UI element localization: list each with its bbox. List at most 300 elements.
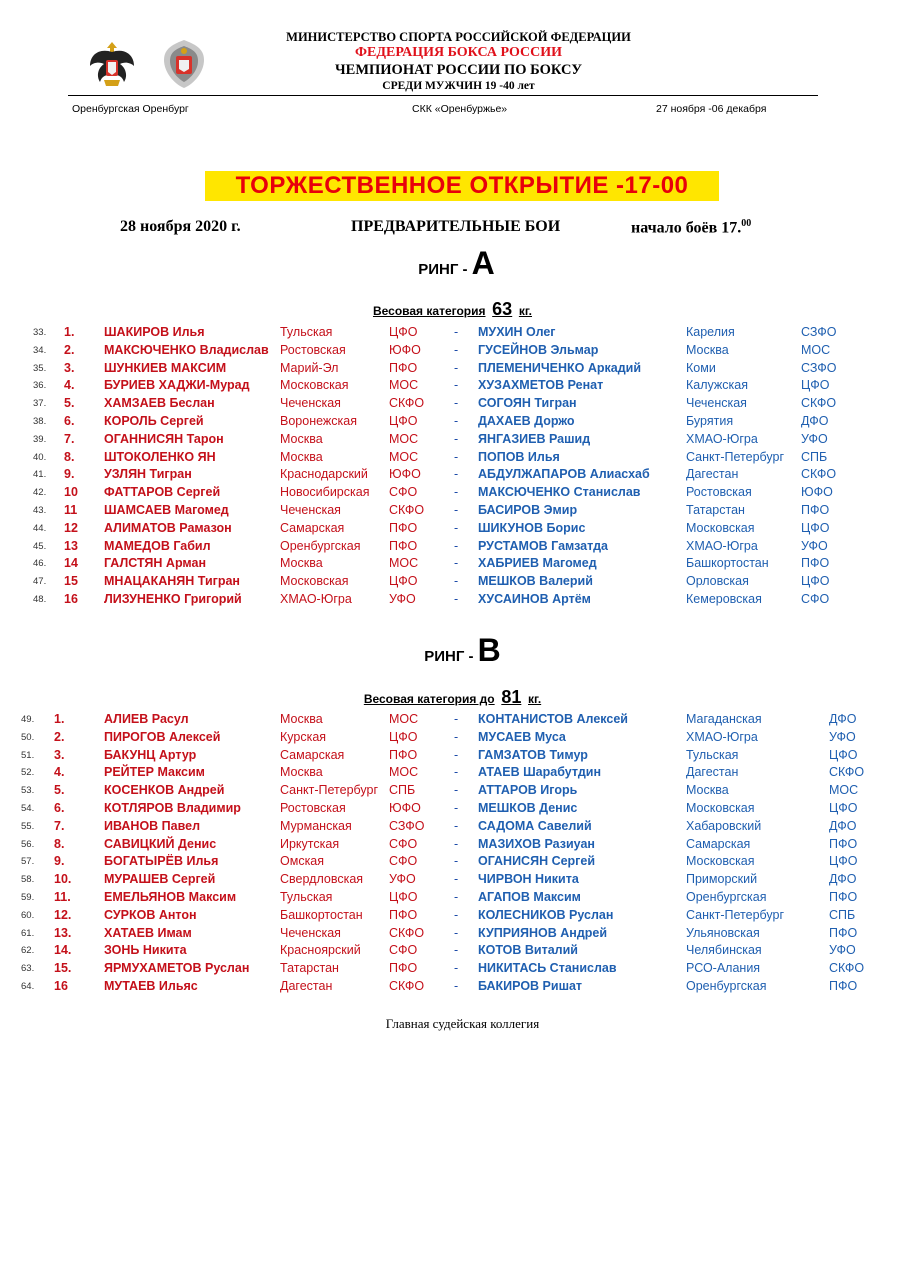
bout-number: 6. — [54, 801, 65, 815]
red-corner-region: Иркутская — [280, 836, 340, 851]
bout-index: 44. — [33, 522, 47, 534]
bout-number: 7. — [64, 431, 75, 446]
bout-row — [0, 502, 905, 520]
red-corner-district: МОС — [389, 712, 419, 726]
red-corner-boxer: ШАКИРОВ Илья — [104, 325, 205, 339]
location-text: Оренбургская Оренбург — [72, 103, 189, 115]
red-corner-region: Дагестан — [280, 979, 333, 993]
blue-corner-region: Санкт-Петербург — [686, 449, 785, 464]
red-corner-boxer: МАМЕДОВ Габил — [104, 538, 211, 553]
red-corner-district: СКФО — [389, 396, 425, 411]
bout-separator: - — [454, 378, 459, 393]
bout-row — [0, 520, 905, 538]
blue-corner-region: Московская — [686, 854, 755, 869]
bout-number: 7. — [54, 818, 65, 833]
blue-corner-region: Калужская — [686, 378, 748, 393]
red-corner-boxer: ШУНКИЕВ МАКСИМ — [104, 360, 227, 375]
bout-separator: - — [454, 360, 459, 375]
blue-corner-region: Тульская — [686, 747, 739, 762]
red-corner-district: ЮФО — [389, 467, 421, 482]
red-corner-region: Чеченская — [280, 925, 341, 940]
bout-row — [0, 377, 905, 395]
bout-index: 59. — [21, 892, 35, 903]
ring-b-letter: В — [477, 632, 501, 668]
ring-a-letter: А — [471, 245, 495, 281]
bout-number: 8. — [54, 836, 65, 851]
red-corner-district: СЗФО — [389, 818, 425, 833]
bout-separator: - — [454, 556, 459, 571]
blue-corner-district: УФО — [829, 729, 856, 744]
bout-separator: - — [454, 396, 459, 411]
red-corner-boxer: ЗОНЬ Никита — [104, 943, 187, 958]
bout-index: 33. — [33, 327, 47, 338]
bout-separator: - — [454, 520, 459, 535]
bout-number: 12. — [54, 907, 72, 922]
bout-row — [0, 818, 905, 836]
blue-corner-district: ДФО — [829, 712, 857, 726]
red-corner-district: МОС — [389, 449, 419, 464]
bout-number: 9. — [54, 854, 65, 869]
blue-corner-boxer: ДАХАЕВ Доржо — [478, 414, 575, 428]
red-corner-boxer: ХАТАЕВ Имам — [104, 925, 192, 940]
blue-corner-boxer: МЕШКОВ Денис — [478, 801, 578, 815]
bout-separator: - — [454, 485, 459, 500]
red-corner-boxer: БАКУНЦ Артур — [104, 747, 197, 762]
red-corner-region: Самарская — [280, 520, 345, 535]
blue-corner-district: ПФО — [829, 890, 858, 904]
day-date: 28 ноября 2020 г. — [120, 218, 241, 235]
federation-title: ФЕДЕРАЦИЯ БОКСА РОССИИ — [355, 45, 562, 60]
red-corner-boxer: САВИЦКИЙ Денис — [104, 836, 217, 851]
bout-index: 35. — [33, 362, 47, 374]
red-corner-boxer: МАКСЮЧЕНКО Владислав — [104, 342, 269, 357]
red-corner-boxer: МУРАШЕВ Сергей — [104, 872, 216, 887]
red-corner-district: ПФО — [389, 907, 418, 922]
blue-corner-district: ПФО — [801, 503, 830, 517]
bout-row — [0, 747, 905, 765]
blue-corner-boxer: ХУСАИНОВ Артём — [478, 592, 591, 606]
bout-number: 2. — [64, 342, 75, 357]
bout-row — [0, 978, 905, 996]
blue-corner-boxer: БАКИРОВ Ришат — [478, 979, 583, 993]
bout-number: 15. — [54, 961, 72, 976]
blue-corner-district: ЦФО — [829, 801, 858, 815]
red-corner-boxer: МНАЦАКАНЯН Тигран — [104, 574, 240, 589]
dates-text: 27 ноября -06 декабря — [656, 103, 767, 115]
bout-number: 13. — [54, 925, 72, 940]
blue-corner-boxer: МУСАЕВ Муса — [478, 729, 566, 744]
blue-corner-region: ХМАО-Югра — [686, 729, 758, 744]
ministry-title: МИНИСТЕРСТВО СПОРТА РОССИЙСКОЙ ФЕДЕРАЦИИ — [286, 30, 631, 44]
day-start — [631, 218, 751, 237]
ring-b-weight-unit: кг. — [528, 692, 542, 706]
blue-corner-boxer: КУПРИЯНОВ Андрей — [478, 925, 608, 940]
bout-row — [0, 836, 905, 854]
blue-corner-boxer: ХАБРИЕВ Магомед — [478, 556, 597, 571]
red-corner-region: Москва — [280, 449, 323, 464]
bout-number: 15 — [64, 574, 78, 589]
bout-index: 45. — [33, 540, 47, 552]
bout-index: 37. — [33, 398, 47, 410]
bout-row — [0, 342, 905, 360]
red-corner-district: СФО — [389, 854, 418, 869]
bout-index: 61. — [21, 927, 35, 939]
bout-row — [0, 449, 905, 467]
blue-corner-boxer: ЧИРВОН Никита — [478, 872, 579, 887]
bout-number: 4. — [64, 378, 75, 393]
blue-corner-district: ДФО — [801, 414, 829, 428]
red-corner-region: Воронежская — [280, 414, 357, 428]
red-corner-boxer: ФАТТАРОВ Сергей — [104, 485, 221, 500]
red-corner-boxer: ГАЛСТЯН Арман — [104, 556, 207, 571]
blue-corner-district: ЦФО — [801, 378, 830, 393]
bout-row — [0, 889, 905, 907]
bout-row — [0, 573, 905, 591]
red-corner-region: Москва — [280, 431, 323, 446]
blue-corner-boxer: КОЛЕСНИКОВ Руслан — [478, 907, 614, 922]
blue-corner-region: Приморский — [686, 872, 758, 887]
red-corner-region: Самарская — [280, 747, 345, 762]
blue-corner-region: Самарская — [686, 836, 751, 851]
bout-separator: - — [454, 890, 459, 904]
bout-row — [0, 324, 905, 342]
blue-corner-district: ПФО — [829, 836, 858, 851]
blue-corner-region: Коми — [686, 360, 716, 375]
bout-number: 10 — [64, 485, 78, 500]
blue-corner-district: СЗФО — [801, 360, 837, 375]
blue-corner-district: МОС — [829, 783, 859, 798]
red-corner-region: Чеченская — [280, 396, 341, 411]
bout-number: 10. — [54, 872, 72, 887]
red-corner-region: Свердловская — [280, 872, 364, 887]
bout-separator: - — [454, 574, 459, 589]
blue-corner-boxer: АБДУЛЖАПАРОВ Алиасхаб — [478, 467, 650, 482]
blue-corner-district: СПБ — [829, 907, 856, 922]
blue-corner-boxer: КОНТАНИСТОВ Алексей — [478, 712, 628, 726]
bout-number: 9. — [64, 467, 75, 482]
red-corner-district: МОС — [389, 431, 419, 446]
bout-row — [0, 853, 905, 871]
red-corner-district: МОС — [389, 556, 419, 571]
red-corner-district: ПФО — [389, 961, 418, 976]
bout-row — [0, 800, 905, 818]
bout-row — [0, 360, 905, 378]
blue-corner-district: СЗФО — [801, 325, 837, 339]
bout-index: 55. — [21, 820, 35, 832]
bout-separator: - — [454, 342, 459, 357]
blue-corner-district: МОС — [801, 342, 831, 357]
bout-row — [0, 871, 905, 889]
red-corner-region: Омская — [280, 854, 325, 869]
blue-corner-district: СКФО — [801, 396, 837, 411]
header-rule — [68, 95, 818, 96]
red-corner-boxer: ЛИЗУНЕНКО Григорий — [104, 592, 242, 606]
blue-corner-region: Татарстан — [686, 503, 745, 517]
blue-corner-district: СКФО — [829, 961, 865, 976]
opening-banner-text: ТОРЖЕСТВЕННОЕ ОТКРЫТИЕ -17-00 — [235, 172, 689, 199]
red-corner-boxer: КОРОЛЬ Сергей — [104, 414, 204, 428]
ring-a-weight — [0, 299, 905, 320]
ring-b-label: РИНГ - — [424, 648, 478, 665]
red-corner-region: Ростовская — [280, 342, 346, 357]
judges-panel-caption: Главная судейская коллегия — [385, 1016, 540, 1031]
blue-corner-boxer: КОТОВ Виталий — [478, 943, 578, 958]
bout-number: 16 — [54, 979, 68, 993]
bout-index: 52. — [21, 767, 35, 779]
red-corner-boxer: БУРИЕВ ХАДЖИ-Мурад — [104, 378, 250, 393]
bout-row — [0, 431, 905, 449]
bout-index: 43. — [33, 505, 47, 516]
red-corner-district: ЦФО — [389, 414, 418, 428]
red-corner-boxer: КОТЛЯРОВ Владимир — [104, 801, 241, 815]
bout-separator: - — [454, 979, 459, 993]
blue-corner-district: ДФО — [829, 872, 857, 887]
red-corner-boxer: УЗЛЯН Тигран — [104, 467, 192, 482]
blue-corner-district: ПФО — [829, 925, 858, 940]
red-corner-district: ЦФО — [389, 890, 418, 904]
bout-row — [0, 591, 905, 609]
blue-corner-boxer: ГАМЗАТОВ Тимур — [478, 747, 588, 762]
red-corner-region: Ростовская — [280, 801, 346, 815]
bout-row — [0, 925, 905, 943]
blue-corner-region: Орловская — [686, 574, 749, 589]
bout-separator: - — [454, 467, 459, 482]
bout-index: 57. — [21, 856, 35, 868]
red-corner-boxer: МУТАЕВ Ильяс — [104, 979, 198, 993]
opening-banner — [205, 171, 719, 201]
blue-corner-boxer: ПОПОВ Илья — [478, 449, 560, 464]
red-corner-boxer: ПИРОГОВ Алексей — [104, 729, 221, 744]
bout-number: 5. — [64, 396, 75, 411]
red-corner-region: Тульская — [280, 325, 333, 339]
blue-corner-region: Хабаровский — [686, 818, 762, 833]
bout-number: 2. — [54, 729, 65, 744]
blue-corner-region: Челябинская — [686, 943, 762, 958]
red-corner-boxer: РЕЙТЕР Максим — [104, 765, 205, 780]
bout-index: 56. — [21, 838, 35, 850]
red-corner-boxer: ЕМЕЛЬЯНОВ Максим — [104, 890, 237, 904]
blue-corner-boxer: АТАЕВ Шарабутдин — [478, 765, 602, 780]
bout-separator: - — [454, 592, 459, 606]
red-corner-district: МОС — [389, 765, 419, 780]
bout-separator: - — [454, 801, 459, 815]
red-corner-boxer: ИВАНОВ Павел — [104, 818, 201, 833]
bout-index: 53. — [21, 785, 35, 797]
bout-row — [0, 960, 905, 978]
red-corner-region: Курская — [280, 729, 327, 744]
bout-number: 6. — [64, 414, 75, 428]
ring-b-weight-value: 81 — [501, 687, 522, 707]
bout-index: 58. — [21, 874, 35, 886]
red-corner-region: Московская — [280, 378, 349, 393]
bout-separator: - — [454, 765, 459, 780]
red-corner-district: МОС — [389, 378, 419, 393]
red-corner-district: УФО — [389, 872, 416, 887]
bout-row — [0, 395, 905, 413]
red-corner-district: ЦФО — [389, 325, 418, 339]
ring-a-weight-label: Весовая категория — [372, 304, 486, 318]
bout-number: 5. — [54, 783, 65, 798]
red-corner-region: Красноярский — [280, 943, 361, 958]
bout-row — [0, 764, 905, 782]
blue-corner-boxer: МУХИН Олег — [478, 325, 556, 339]
red-corner-district: ЦФО — [389, 729, 418, 744]
bout-row — [0, 555, 905, 573]
blue-corner-region: Оренбургская — [686, 890, 767, 904]
bout-row — [0, 484, 905, 502]
red-corner-boxer: СУРКОВ Антон — [104, 907, 197, 922]
bout-separator: - — [454, 818, 459, 833]
ring-a-label: РИНГ - — [418, 261, 472, 278]
bout-separator: - — [454, 325, 459, 339]
red-corner-boxer: ШТОКОЛЕНКО ЯН — [104, 449, 216, 464]
championship-title: ЧЕМПИОНАТ РОССИИ ПО БОКСУ — [335, 62, 582, 78]
red-corner-district: УФО — [389, 592, 416, 606]
bout-index: 48. — [33, 594, 47, 605]
bout-number: 13 — [64, 538, 78, 553]
bout-index: 47. — [33, 576, 47, 588]
category-subtitle: СРЕДИ МУЖЧИН 19 -40 лет — [382, 80, 535, 92]
red-corner-region: Московская — [280, 574, 349, 589]
bout-index: 39. — [33, 433, 47, 445]
bout-index: 62. — [21, 945, 35, 957]
blue-corner-region: Московская — [686, 520, 755, 535]
bout-row — [0, 907, 905, 925]
bout-row — [0, 538, 905, 556]
blue-corner-region: Дагестан — [686, 765, 739, 780]
red-corner-district: ЮФО — [389, 342, 421, 357]
blue-corner-boxer: ПЛЕМЕНИЧЕНКО Аркадий — [478, 360, 642, 375]
bout-number: 8. — [64, 449, 75, 464]
blue-corner-boxer: СОГОЯН Тигран — [478, 396, 577, 411]
day-start-label: начало боёв 17. — [631, 219, 742, 237]
red-corner-region: ХМАО-Югра — [280, 592, 352, 606]
red-corner-district: СФО — [389, 485, 418, 500]
ring-a-weight-value: 63 — [492, 299, 513, 319]
bout-separator: - — [454, 783, 459, 798]
blue-corner-boxer: ГУСЕЙНОВ Эльмар — [478, 342, 599, 357]
bout-separator: - — [454, 854, 459, 869]
blue-corner-region: ХМАО-Югра — [686, 538, 758, 553]
red-corner-district: ПФО — [389, 538, 418, 553]
red-corner-region: Марий-Эл — [280, 360, 339, 375]
bout-index: 60. — [21, 909, 35, 921]
bout-index: 50. — [21, 731, 35, 743]
blue-corner-boxer: МАЗИХОВ Разиуан — [478, 836, 595, 851]
bout-separator: - — [454, 431, 459, 446]
red-corner-region: Москва — [280, 712, 323, 726]
bout-index: 63. — [21, 963, 35, 975]
blue-corner-region: ХМАО-Югра — [686, 431, 758, 446]
blue-corner-boxer: ШИКУНОВ Борис — [478, 520, 586, 535]
bout-index: 49. — [21, 714, 35, 725]
red-corner-region: Москва — [280, 556, 323, 571]
red-corner-region: Новосибирская — [280, 485, 370, 500]
red-corner-boxer: ОГАННИСЯН Тарон — [104, 431, 224, 446]
blue-corner-region: Московская — [686, 801, 755, 815]
venue-text: СКК «Оренбуржье» — [412, 103, 508, 115]
blue-corner-region: РСО-Алания — [686, 961, 761, 976]
bout-separator: - — [454, 907, 459, 922]
red-corner-region: Санкт-Петербург — [280, 783, 379, 798]
blue-corner-boxer: МАКСЮЧЕНКО Станислав — [478, 485, 641, 500]
blue-corner-district: СПБ — [801, 449, 828, 464]
red-corner-region: Башкортостан — [280, 907, 363, 922]
bout-row — [0, 466, 905, 484]
blue-corner-boxer: ХУЗАХМЕТОВ Ренат — [478, 378, 604, 393]
bout-number: 16 — [64, 592, 78, 606]
red-corner-district: ПФО — [389, 520, 418, 535]
bout-index: 38. — [33, 416, 47, 427]
red-corner-district: ПФО — [389, 747, 418, 762]
bout-number: 3. — [54, 747, 65, 762]
blue-corner-boxer: САДОМА Савелий — [478, 818, 592, 833]
red-corner-boxer: КОСЕНКОВ Андрей — [104, 783, 225, 798]
bout-index: 54. — [21, 803, 35, 814]
bout-number: 14 — [64, 556, 78, 571]
bout-row — [0, 782, 905, 800]
blue-corner-region: Оренбургская — [686, 979, 767, 993]
bout-index: 34. — [33, 344, 47, 356]
bout-separator: - — [454, 449, 459, 464]
bout-separator: - — [454, 925, 459, 940]
blue-corner-district: ЦФО — [801, 574, 830, 589]
blue-corner-district: УФО — [829, 943, 856, 958]
red-corner-district: ПФО — [389, 360, 418, 375]
bout-index: 36. — [33, 380, 47, 392]
blue-corner-region: Бурятия — [686, 414, 734, 428]
bout-separator: - — [454, 943, 459, 958]
day-stage: ПРЕДВАРИТЕЛЬНЫЕ БОИ — [351, 218, 561, 235]
blue-corner-region: Башкортостан — [686, 556, 769, 571]
red-corner-district: ЮФО — [389, 801, 421, 815]
day-start-minutes: 00 — [741, 218, 752, 229]
red-corner-district: ЦФО — [389, 574, 418, 589]
red-corner-region: Татарстан — [280, 961, 339, 976]
bout-row — [0, 413, 905, 431]
bout-separator: - — [454, 872, 459, 887]
red-corner-district: СПБ — [389, 783, 416, 798]
blue-corner-district: СКФО — [829, 765, 865, 780]
red-corner-district: СФО — [389, 943, 418, 958]
bout-separator: - — [454, 729, 459, 744]
red-corner-boxer: ШАМСАЕВ Магомед — [104, 503, 229, 517]
blue-corner-district: ПФО — [829, 979, 858, 993]
blue-corner-boxer: МЕШКОВ Валерий — [478, 574, 593, 589]
ring-a-weight-unit: кг. — [518, 304, 533, 318]
bout-row — [0, 729, 905, 747]
bout-separator: - — [454, 538, 459, 553]
blue-corner-boxer: НИКИТАСЬ Станислав — [478, 961, 617, 976]
blue-corner-region: Чеченская — [686, 396, 747, 411]
blue-corner-boxer: АГАПОВ Максим — [478, 890, 581, 904]
blue-corner-district: СФО — [801, 592, 830, 606]
bout-separator: - — [454, 747, 459, 762]
bout-number: 1. — [54, 712, 65, 726]
ring-b-weight-label: Весовая категория до — [363, 692, 495, 706]
bout-number: 11. — [54, 890, 71, 904]
bout-separator: - — [454, 712, 459, 726]
blue-corner-district: УФО — [801, 538, 828, 553]
blue-corner-region: Ростовская — [686, 485, 752, 500]
red-corner-district: СКФО — [389, 979, 425, 993]
bout-number: 14. — [54, 943, 72, 958]
blue-corner-region: Карелия — [686, 325, 735, 339]
blue-corner-boxer: АТТАРОВ Игорь — [478, 783, 578, 798]
blue-corner-district: ЦФО — [801, 520, 830, 535]
ring-a-title — [0, 245, 905, 282]
red-corner-region: Чеченская — [280, 503, 341, 517]
